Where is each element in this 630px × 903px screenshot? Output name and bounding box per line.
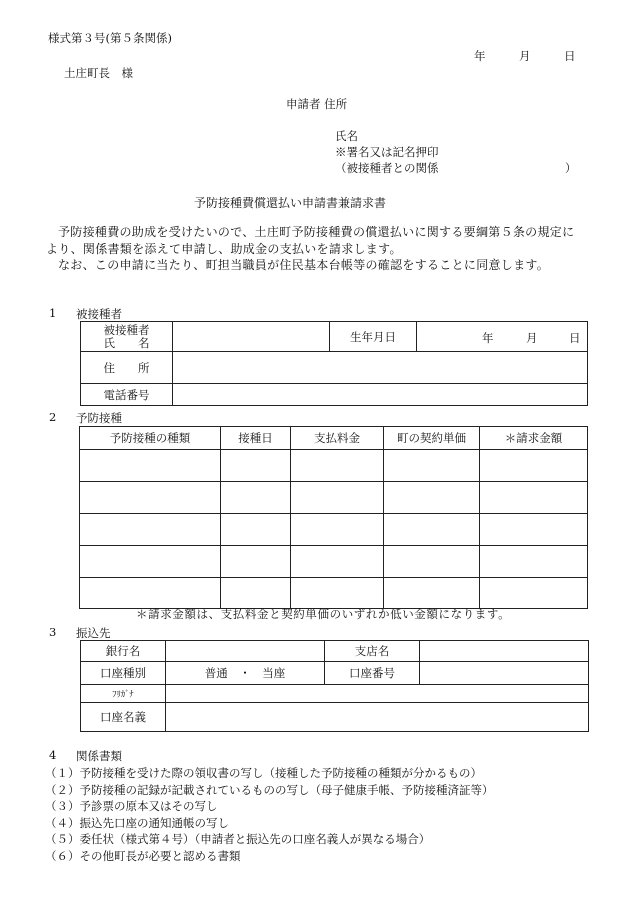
table-row — [80, 514, 588, 546]
section2-title: 予防接種 — [76, 411, 122, 425]
vaccination-date-cell[interactable] — [221, 482, 291, 514]
date-day: 日 — [564, 49, 576, 63]
list-item: （５）委任状（様式第４号）（申請者と振込先の口座名義人が異なる場合） — [45, 832, 431, 847]
date-month: 月 — [519, 49, 531, 63]
signature-note: ※署名又は記名押印 — [335, 145, 439, 159]
section4-number: 4 — [49, 748, 57, 762]
header-vaccination-date: 接種日 — [221, 427, 291, 450]
applicant-name-label: 氏名 — [335, 129, 358, 143]
recipient-phone-field[interactable] — [173, 384, 588, 406]
list-item: （２）予防接種の記録が記載されているものの写し（母子健康手帳、予防接種済証等） — [45, 782, 494, 797]
paid-amount-cell[interactable] — [291, 514, 384, 546]
vaccine-type-cell[interactable] — [80, 450, 221, 482]
recipient-address-field[interactable] — [173, 352, 588, 384]
account-holder-label: 口座名義 — [81, 703, 166, 732]
bank-table — [80, 640, 589, 732]
paid-amount-cell[interactable] — [291, 450, 384, 482]
date-line — [474, 48, 576, 64]
vaccine-type-cell[interactable] — [80, 514, 221, 546]
birth-day-label: 日 — [569, 331, 581, 345]
vaccine-type-cell[interactable] — [80, 546, 221, 578]
header-paid-amount: 支払料金 — [291, 427, 384, 450]
section3-title: 振込先 — [76, 626, 111, 640]
required-documents-list — [45, 765, 494, 865]
recipient-name-field[interactable] — [173, 322, 330, 352]
claim-amount-cell[interactable] — [480, 514, 588, 546]
list-item: （６）その他町長が必要と認める書類 — [45, 848, 241, 863]
paid-amount-cell[interactable] — [291, 578, 384, 609]
claim-amount-cell[interactable] — [480, 482, 588, 514]
header-contract-price: 町の契約単価 — [384, 427, 480, 450]
relation-open: （被接種者との関係 — [335, 161, 439, 175]
branch-name-field[interactable] — [420, 641, 589, 662]
header-claim-amount: ＊請求金額 — [480, 427, 588, 450]
section2-number: 2 — [49, 410, 57, 424]
recipient-table — [80, 321, 588, 406]
birth-month-label: 月 — [526, 331, 538, 345]
applicant-address-label: 申請者 住所 — [286, 97, 348, 111]
section1-title: 被接種者 — [76, 307, 122, 321]
birth-year-label: 年 — [482, 331, 494, 345]
section3-number: 3 — [49, 625, 57, 639]
paid-amount-cell[interactable] — [291, 482, 384, 514]
vaccine-type-cell[interactable] — [80, 578, 221, 609]
account-type-label: 口座種別 — [81, 662, 166, 685]
bank-name-field[interactable] — [166, 641, 325, 662]
account-number-field[interactable] — [420, 662, 589, 685]
vaccination-date-cell[interactable] — [221, 578, 291, 609]
recipient-name-label: 被接種者 氏 名 — [81, 322, 173, 352]
contract-price-cell[interactable] — [384, 578, 480, 609]
account-holder-field[interactable] — [166, 703, 589, 732]
header-vaccine-type: 予防接種の種類 — [80, 427, 221, 450]
claim-amount-cell[interactable] — [480, 578, 588, 609]
contract-price-cell[interactable] — [384, 482, 480, 514]
table-row — [80, 578, 588, 609]
claim-amount-cell[interactable] — [480, 450, 588, 482]
list-item: （３）予診票の原本又はその写し — [45, 799, 218, 814]
table-row — [80, 482, 588, 514]
section4-title: 関係書類 — [76, 749, 122, 763]
paid-amount-cell[interactable] — [291, 546, 384, 578]
vaccination-date-cell[interactable] — [221, 450, 291, 482]
form-number: 様式第３号(第５条関係) — [48, 31, 172, 45]
furigana-field[interactable] — [166, 685, 589, 703]
table-row — [80, 450, 588, 482]
list-item: （１）予防接種を受けた際の領収書の写し（接種した予防接種の種類が分かるもの） — [45, 766, 482, 780]
recipient-phone-label: 電話番号 — [81, 384, 173, 406]
body-paragraph-2: なお、この申請に当たり、町担当職員が住民基本台帳等の確認をすることに同意します。 — [58, 258, 550, 272]
section1-number: 1 — [49, 306, 57, 320]
claim-amount-note: ＊請求金額は、支払料金と契約単価のいずれか低い金額になります。 — [136, 607, 511, 621]
claim-amount-cell[interactable] — [480, 546, 588, 578]
bank-name-label: 銀行名 — [81, 641, 166, 662]
body-paragraph-1: 予防接種費の助成を受けたいので、土庄町予防接種費の償還払いに関する要綱第５条の規定により、関係書類を添えて申請し、助成金の支払いを請求します。 — [46, 225, 575, 256]
document-title: 予防接種費償還払い申請書兼請求書 — [194, 196, 387, 210]
vaccination-date-cell[interactable] — [221, 514, 291, 546]
contract-price-cell[interactable] — [384, 546, 480, 578]
vaccination-table — [79, 426, 588, 609]
birth-date-label: 生年月日 — [330, 322, 417, 352]
recipient-address-label: 住 所 — [81, 352, 173, 384]
vaccine-type-cell[interactable] — [80, 482, 221, 514]
furigana-label: ﾌﾘｶﾞﾅ — [81, 685, 166, 703]
branch-name-label: 支店名 — [325, 641, 420, 662]
list-item: （４）振込先口座の通知通帳の写し — [45, 815, 229, 830]
account-number-label: 口座番号 — [325, 662, 420, 685]
contract-price-cell[interactable] — [384, 450, 480, 482]
table-row — [80, 546, 588, 578]
vaccination-date-cell[interactable] — [221, 546, 291, 578]
addressee: 土庄町長 様 — [64, 66, 133, 80]
contract-price-cell[interactable] — [384, 514, 480, 546]
relation-close: ） — [565, 161, 577, 175]
date-year: 年 — [474, 49, 486, 63]
birth-date-field[interactable] — [417, 322, 588, 352]
account-type-options[interactable]: 普通 ・ 当座 — [166, 662, 325, 685]
